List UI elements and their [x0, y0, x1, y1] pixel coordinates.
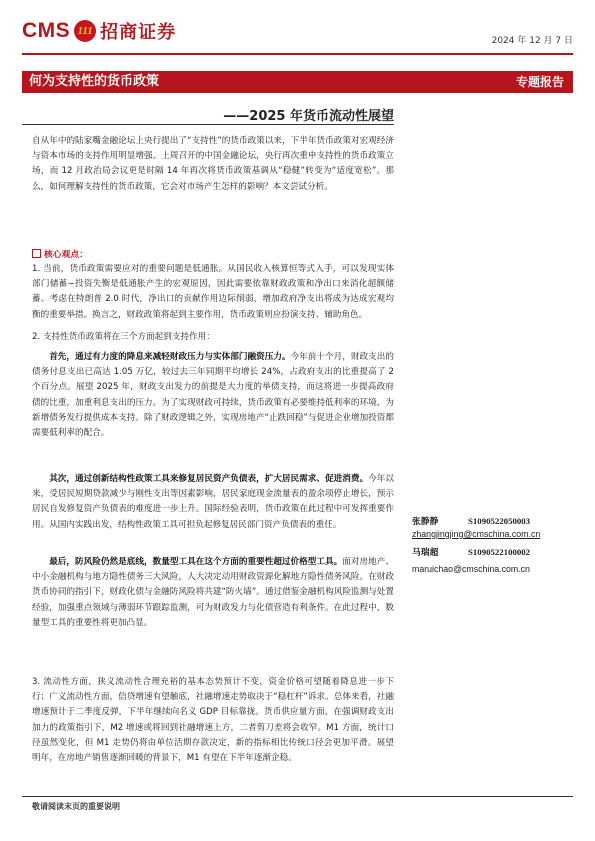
key-points-heading	[32, 247, 88, 260]
analyst-2-email[interactable]: maruichao@cmschina.com.cn	[412, 564, 530, 574]
point-2b-text: 今年以来，受居民短期贷款减少与刚性支出等因素影响，居民家庭现金流量表的盈余项停止增长，预示居民自发修复资产负债表的难度进一步上升。国际经验表明，货币政策在此过程中可发挥重要作用。从国内实践出发，结构性政策工具可担负起修复居民部门资产负债表的重任。	[32, 474, 394, 530]
analyst-2-name: 马瑞超	[412, 548, 439, 558]
point-1-paragraph: 1. 当前，货币政策需要应对的重要问题是低通胀。从国民收入核算恒等式入手，可以发现实体部门储蓄−投资失衡是低通胀产生的宏观原因，因此需要依靠财政政策和净出口来消化超额储蓄。考虑在特朗普 2.0 时代，净出口的贡献作用边际削弱，增加政府净支出将成为达成宏观均衡的重要举措。换言之，财政政策将起到主要作用，货币政策则应扮演支持、辅助角色。	[32, 264, 394, 320]
point-2a-paragraph	[32, 350, 394, 441]
analyst-1-email[interactable]: zhangjingjing@cmschina.com.cn	[412, 529, 541, 539]
analyst-1-name: 张静静	[412, 517, 439, 527]
logo-emblem-icon: 111	[74, 20, 96, 42]
logo-chinese-name: 招商证券	[100, 22, 177, 43]
report-title: 何为支持性的货币政策	[22, 71, 444, 93]
point-2a-lead: 首先，通过有力度的降息来减轻财政压力与实体部门融资压力。	[49, 352, 291, 362]
header-divider	[22, 53, 573, 55]
report-date: 2024 年 12 月 7 日	[491, 36, 573, 46]
point-2a-text: 今年前十个月，财政支出的债务付息支出已高达 1.05 万亿，较过去三年同期平均增长 24%，占政府支出的比重提高了 2 个百分点。展望 2025 年，财政支出发力的前提是大力度的举债支持，而这将进一步提高政府债的比重，加重利息支出的压力。为了实现财政可持续，货币政策有必要维持低利率的环境，为新增债务发行提供成本支持。除了财政逻辑之外，实现房地产“止跌回稳”与促进企业增加投资都需要低利率的配合。	[32, 352, 394, 439]
report-type-tag: 专题报告	[444, 71, 573, 93]
company-logo	[22, 16, 176, 46]
report-subtitle: ——2025 年货币流动性展望	[223, 109, 394, 124]
point-2b-lead: 其次，通过创新结构性政策工具来修复居民资产负债表，扩大居民需求、促进消费。	[49, 474, 369, 484]
footer-disclaimer: 敬请阅读末页的重要说明	[32, 802, 120, 811]
analyst-2	[412, 545, 530, 558]
point-2c-text: 面对房地产、中小金融机构与地方隐性债务三大风险，人大决定动用财政资源化解地方隐性债务风险。在财政货币协同的指引下，财政化债与金融防风险将共建“防火墙”。通过借鉴金融机构风险监测与处置经验，加强重点领域与薄弱环节跟踪监测，可为财政发力与化债营造有利条件。在此过程中，数量型工具的重要性将更加凸显。	[32, 557, 394, 628]
analyst-1	[412, 514, 530, 527]
footer-divider	[22, 796, 573, 797]
key-points-label: 核心观点：	[44, 250, 88, 260]
point-2c-paragraph	[32, 555, 394, 631]
title-banner	[22, 71, 573, 93]
analyst-1-cert: S1090522050003	[468, 516, 531, 526]
point-3-paragraph: 3. 流动性方面，狭义流动性合理充裕的基本态势预计不变，资金价格可望随着降息进一步下行；广义流动性方面，信贷增速有望触底，社融增速走势取决于“稳杠杆”诉求。总体来看，社融增速预计于二季度反弹，下半年继续向名义 GDP 目标靠拢。货币供应量方面，在强调财政支出加力的政策指引下，M2 增速或将回到社融增速上方，二者剪刀差将会收窄。M1 方面，统计口径虽然变化，但 M1 走势仍将由单位活期存款决定，新的指标相比传统口径会更加平滑。展望明年，在房地产销售逐渐回暖的背景下，M1 有望在下半年逐渐企稳。	[32, 677, 394, 764]
square-bullet-icon	[32, 249, 41, 258]
point-2b-paragraph	[32, 472, 394, 533]
analyst-2-cert: S1090522100002	[468, 547, 531, 557]
point-2-intro: 2. 支持性货币政策将在三个方面起到支持作用：	[32, 332, 215, 342]
intro-paragraph: 自从年中的陆家嘴金融论坛上央行提出了“支持性”的货币政策以来，下半年货币政策对宏观经济与资本市场的支持作用明显增强。上周召开的中国金融论坛，央行再次重申支持性的货币政策立场，而 12 月政治局会议更是时隔 14 年再次将货币政策基调从“稳健”转变为“适度宽松”。那么，如何理解支持性的货币政策，它会对市场产生怎样的影响？本文尝试分析。	[32, 136, 394, 192]
subtitle-divider	[22, 124, 394, 125]
point-2c-lead: 最后，防风险仍然是底线，数量型工具在这个方面的重要性超过价格型工具。	[49, 557, 343, 567]
logo-cms-text: CMS	[22, 19, 71, 42]
